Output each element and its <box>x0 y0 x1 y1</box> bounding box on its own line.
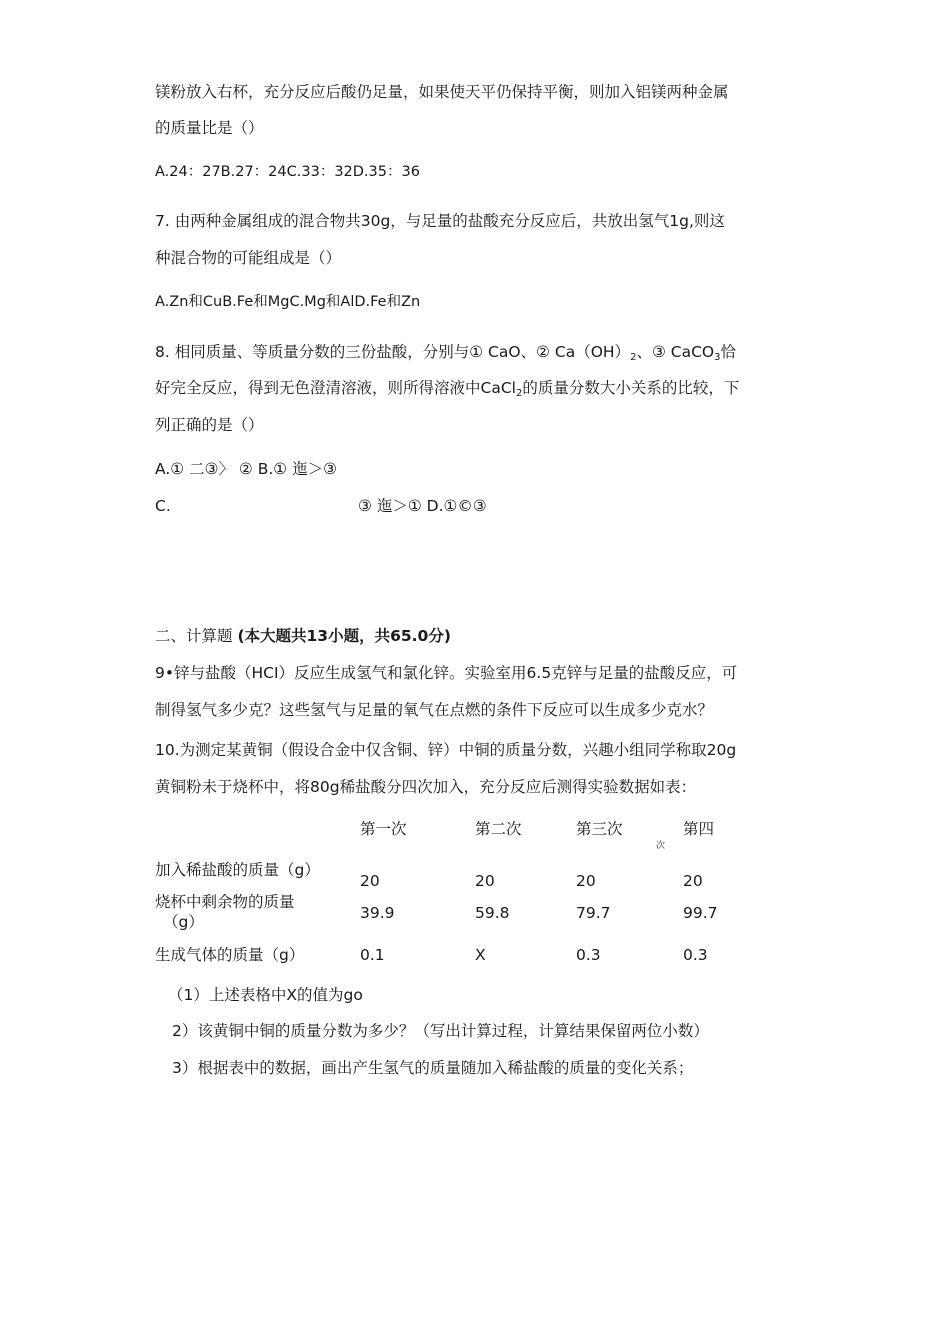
table-header-3: 第三次 <box>576 820 623 838</box>
table-row-2-label-unit: （g） <box>163 913 204 931</box>
q8-line-1 <box>155 342 736 368</box>
q6-options: A.24：27B.27：24C.33：32D.35：36 <box>155 164 420 180</box>
table-row-3-cell-2: X <box>475 946 486 964</box>
table-row-1-cell-2: 20 <box>475 872 495 890</box>
q8-line-2-subscript: 2 <box>515 388 523 399</box>
table-row-2-cell-2: 59.8 <box>475 904 510 922</box>
q10-sub-3: 3）根据表中的数据，画出产生氢气的质量随加入稀盐酸的质量的变化关系； <box>172 1059 694 1077</box>
table-row-1-label: 加入稀盐酸的质量（g） <box>155 861 320 879</box>
q8-line-2-part-b: 的质量分数大小关系的比较，下 <box>522 379 740 397</box>
table-row-3-cell-3: 0.3 <box>576 946 601 964</box>
table-row-2-cell-3: 79.7 <box>576 904 611 922</box>
q8-option-c-d: ③ 迤＞① D.①©③ <box>358 497 487 515</box>
q10-sub-2: 2）该黄铜中铜的质量分数为多少？（写出计算过程，计算结果保留两位小数） <box>172 1022 709 1040</box>
section-2-title <box>155 626 451 646</box>
q7-options: A.Zn和CuB.Fe和MgC.Mg和AlD.Fe和Zn <box>155 294 421 310</box>
table-row-2-label: 烧杯中剩余物的质量 <box>155 893 295 911</box>
q8-option-a-b: A.① 二③〉 ② B.① 迤＞③ <box>155 460 338 478</box>
q8-option-c-label: C. <box>155 497 171 515</box>
section-2-title-meta: (本大题共13小题，共65.0分) <box>237 627 451 645</box>
table-header-2: 第二次 <box>475 820 522 838</box>
q8-line-1-part-b: 、③ CaCO <box>636 343 715 361</box>
table-row-3-label: 生成气体的质量（g） <box>155 946 305 964</box>
section-2-title-label: 二、计算题 <box>155 627 238 645</box>
q7-line-2: 种混合物的可能组成是（） <box>155 249 342 267</box>
table-row-3-cell-4: 0.3 <box>683 946 708 964</box>
q8-line-2 <box>155 378 739 404</box>
q8-line-2-part-a: 好完全反应，得到无色澄清溶液，则所得溶液中CaCl <box>155 379 516 397</box>
q10-line-1: 10.为测定某黄铜（假设合金中仅含铜、锌）中铜的质量分数，兴趣小组同学称取20g <box>155 741 737 759</box>
table-row-3-cell-1: 0.1 <box>360 946 385 964</box>
table-row-1-cell-4: 20 <box>683 872 703 890</box>
q9-line-1: 9•锌与盐酸（HCI）反应生成氢气和氯化锌。实验室用6.5克锌与足量的盐酸反应，可 <box>155 664 738 682</box>
q8-line-3: 列正确的是（） <box>155 416 264 434</box>
table-row-2-cell-1: 39.9 <box>360 904 395 922</box>
table-row-2-cell-4: 99.7 <box>683 904 718 922</box>
table-row-1-cell-1: 20 <box>360 872 380 890</box>
q6-line-1: 镁粉放入右杯，充分反应后酸仍足量，如果使天平仍保持平衡，则加入铝镁两种金属 <box>155 83 729 101</box>
table-header-4: 第四 <box>683 820 715 838</box>
q9-line-2: 制得氢气多少克？这些氢气与足量的氧气在点燃的条件下反应可以生成多少克水？ <box>155 701 714 719</box>
q10-sub-1: （1）上述表格中X的值为go <box>168 986 363 1004</box>
q8-line-1-part-a: 8. 相同质量、等质量分数的三份盐酸，分别与① CaO、② Ca（OH） <box>155 343 631 361</box>
table-row-1-cell-3: 20 <box>576 872 596 890</box>
q7-line-1: 7. 由两种金属组成的混合物共30g，与足量的盐酸充分反应后，共放出氢气1g,则这 <box>155 212 725 230</box>
table-header-4-mark: 次 <box>656 841 666 851</box>
q8-line-1-subscript-2: 3 <box>714 352 721 363</box>
q6-line-2: 的质量比是（） <box>155 119 264 137</box>
q8-line-1-part-c: 恰 <box>720 343 736 361</box>
table-header-1: 第一次 <box>360 820 407 838</box>
q10-line-2: 黄铜粉未于烧杯中，将80g稀盐酸分四次加入，充分反应后测得实验数据如表： <box>155 778 697 796</box>
q8-line-1-subscript-1: 2 <box>630 352 637 363</box>
